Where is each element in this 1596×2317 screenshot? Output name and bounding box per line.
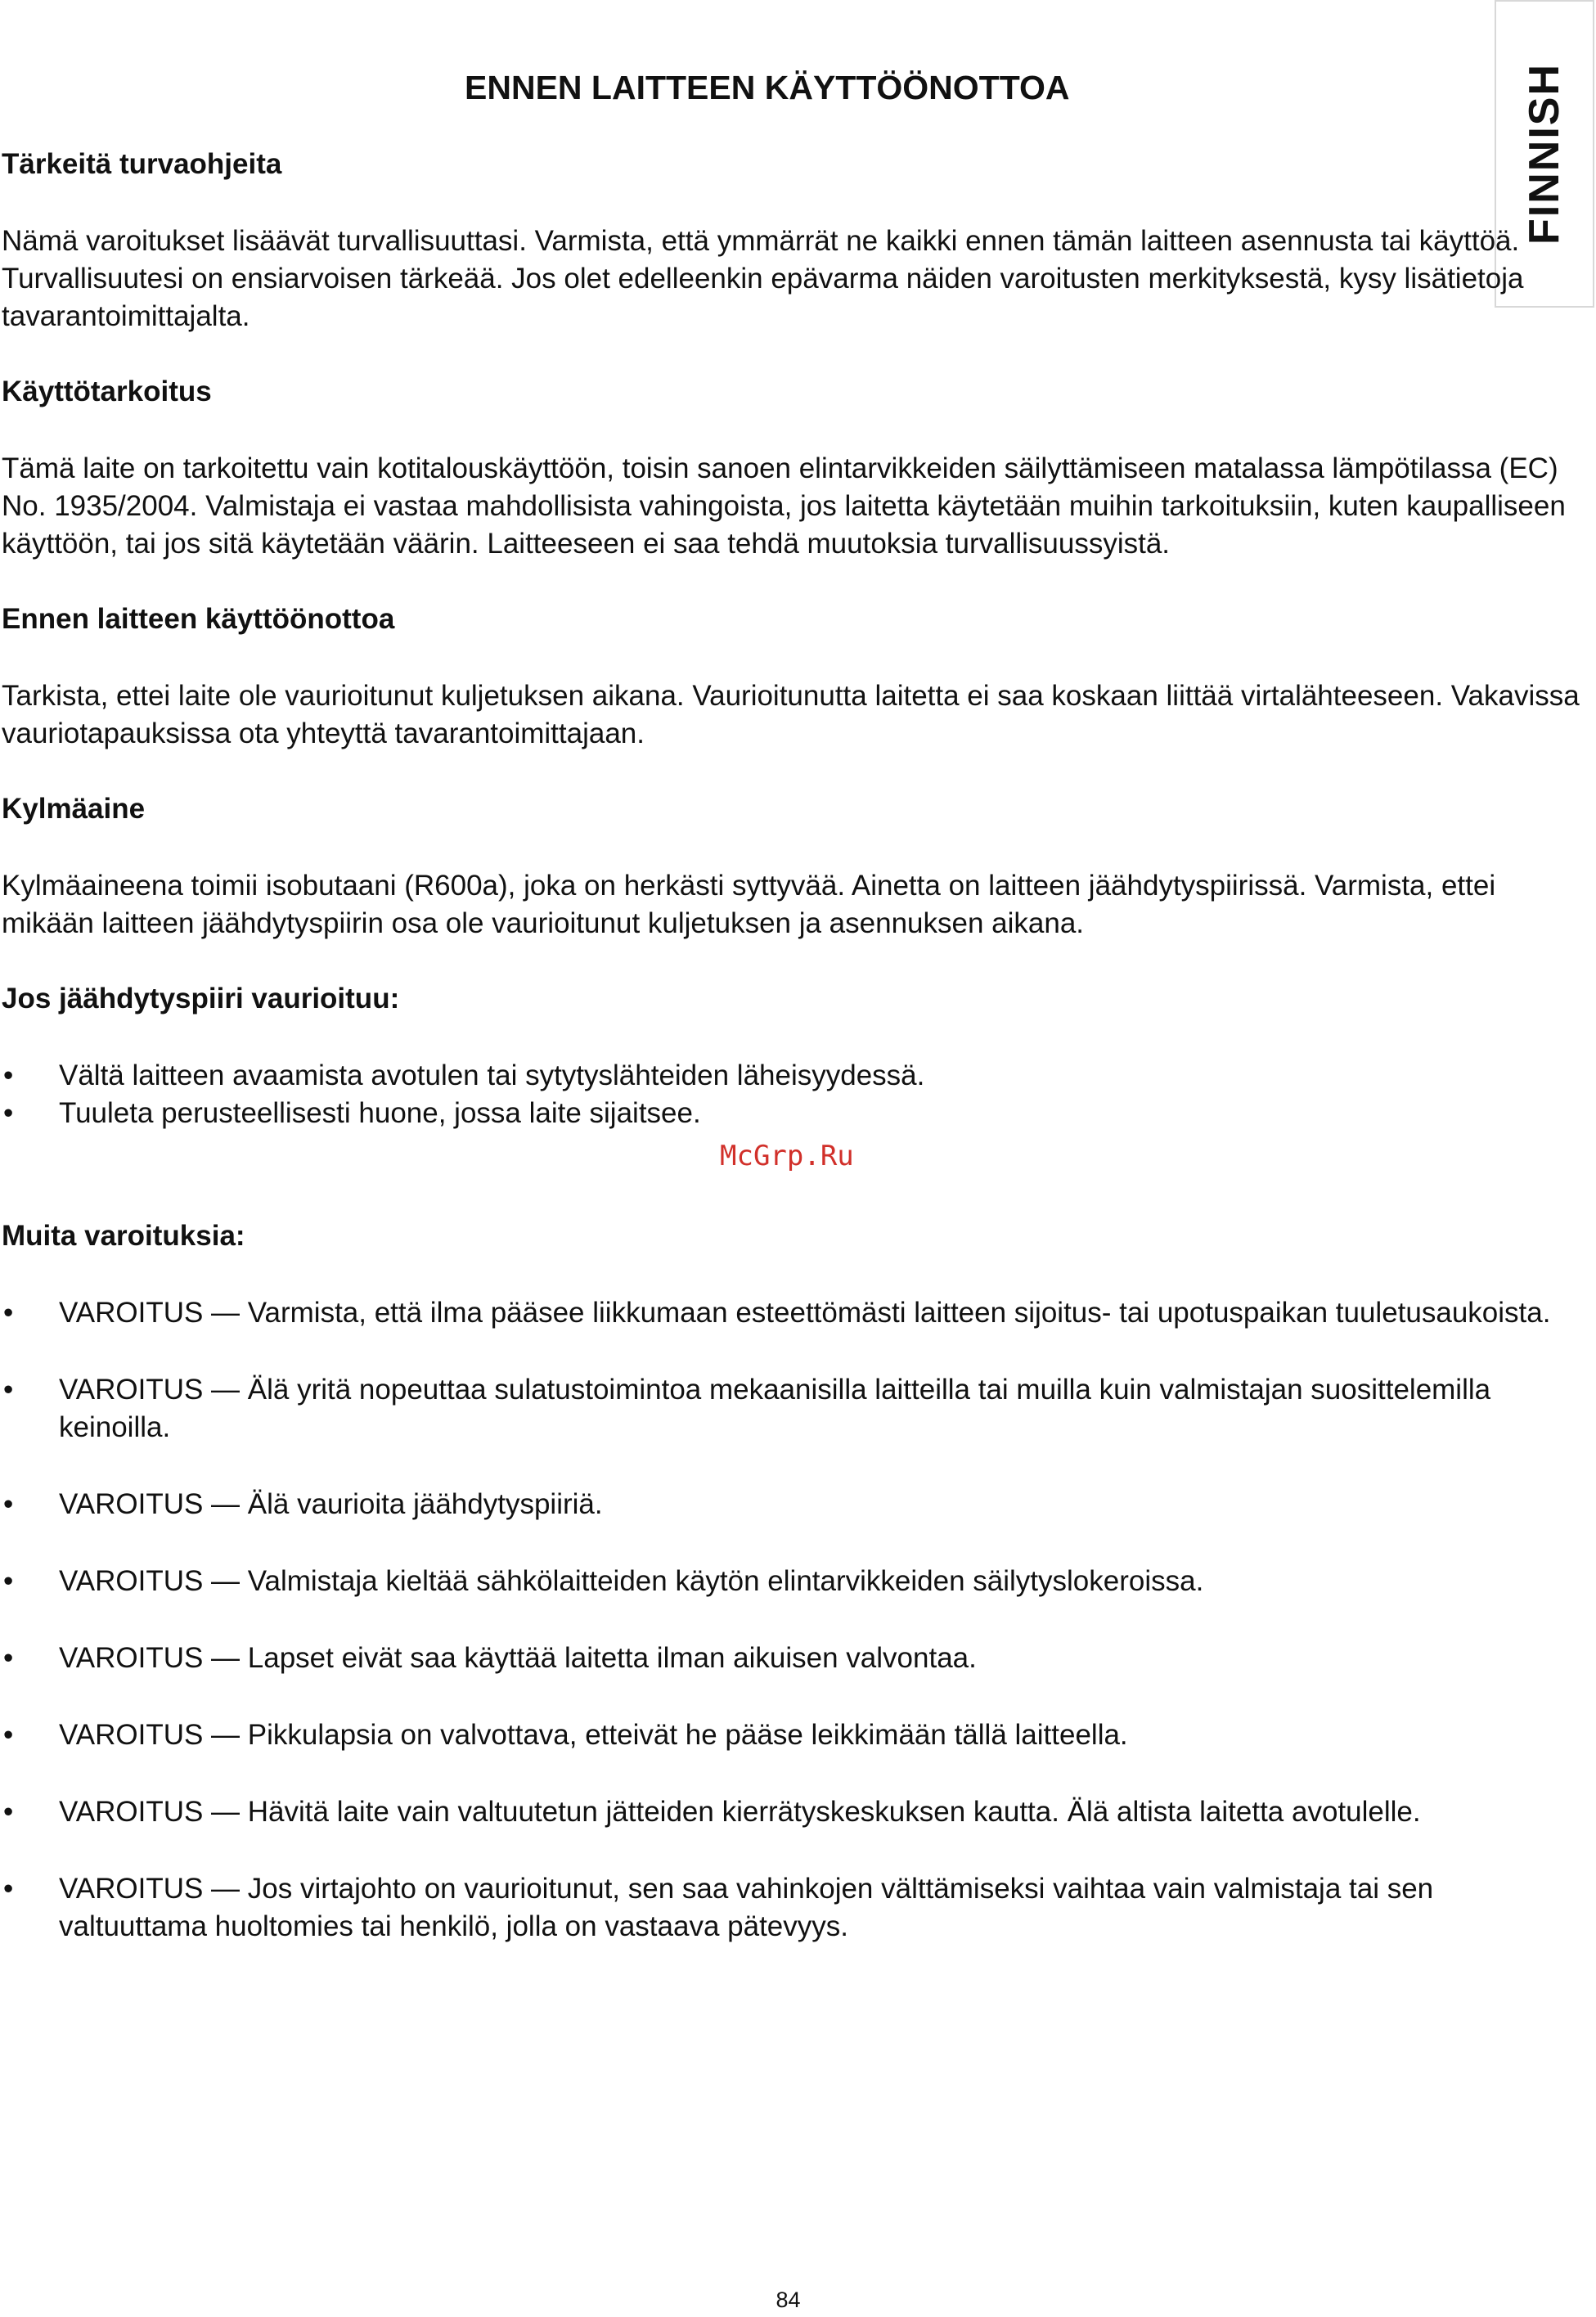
warnings-list	[2, 1294, 1580, 1946]
list-item: • VAROITUS — Älä vaurioita jäähdytyspiiriä.	[2, 1486, 1580, 1523]
section-heading-purpose: Käyttötarkoitus	[2, 376, 212, 407]
section-text-safety: Nämä varoitukset lisäävät turvallisuuttasi. Varmista, että ymmärrät ne kaikki ennen tämän laitteen asennusta tai käyttöä. Turvallisuutesi on ensiarvoisen tärkeää. Jos olet edelleenkin epävarma näiden varoitusten merkityksestä, kysy lisätietoja tavarantoimittajalta.	[2, 225, 1524, 332]
page-title: ENNEN LAITTEEN KÄYTTÖÖNOTTOA	[465, 69, 1070, 106]
section-text-refrigerant: Kylmäaineena toimii isobutaani (R600a), joka on herkästi syttyvää. Ainetta on laitteen jäähdytyspiirissä. Varmista, ettei mikään laitteen jäähdytyspiirin osa ole vaurioitunut kuljetuksen ja asennuksen aikana.	[2, 870, 1496, 939]
language-tab-label: FINNISH	[1521, 63, 1568, 245]
section-heading-before-use: Ennen laitteen käyttöönottoa	[2, 603, 395, 635]
list-item: • VAROITUS — Valmistaja kieltää sähkölaitteiden käytön elintarvikkeiden säilytyslokeroissa.	[2, 1563, 1580, 1600]
document-body	[2, 146, 1580, 1985]
list-item: • Tuuleta perusteellisesti huone, jossa laite sijaitsee.	[2, 1095, 1580, 1132]
list-item: • VAROITUS — Jos virtajohto on vaurioitunut, sen saa vahinkojen välttämiseksi vaihtaa vain valmistaja tai sen valtuuttama huoltomies tai henkilö, jolla on vastaava pätevyys.	[2, 1870, 1580, 1946]
section-heading-safety: Tärkeitä turvaohjeita	[2, 148, 282, 180]
section-heading-other-warnings: Muita varoituksia:	[2, 1220, 245, 1252]
circuit-damage-list	[2, 1057, 1580, 1132]
section-heading-circuit-damage: Jos jäähdytyspiiri vaurioituu:	[2, 983, 400, 1015]
section-text-purpose: Tämä laite on tarkoitettu vain kotitalouskäyttöön, toisin sanoen elintarvikkeiden säilyttämiseen matalassa lämpötilassa (EC) No. 1935/2004. Valmistaja ei vastaa mahdollisista vahingoista, jos laitetta käytetään muihin tarkoituksiin, kuten kaupalliseen käyttöön, tai jos sitä käytetään väärin. Laitteeseen ei saa tehdä muutoksia turvallisuussyistä.	[2, 452, 1566, 560]
list-item: • VAROITUS — Älä yritä nopeuttaa sulatustoimintoa mekaanisilla laitteilla tai muilla kuin valmistajan suosittelemilla keinoilla.	[2, 1371, 1580, 1446]
watermark: McGrp.Ru	[720, 1140, 854, 1172]
page-number: 84	[776, 2288, 801, 2312]
list-item: • VAROITUS — Hävitä laite vain valtuutetun jätteiden kierrätyskeskuksen kautta. Älä altista laitetta avotulelle.	[2, 1793, 1580, 1831]
section-heading-refrigerant: Kylmäaine	[2, 793, 146, 825]
list-item: • VAROITUS — Varmista, että ilma pääsee liikkumaan esteettömästi laitteen sijoitus- tai upotuspaikan tuuletusaukoista.	[2, 1294, 1580, 1332]
section-text-before-use: Tarkista, ettei laite ole vaurioitunut kuljetuksen aikana. Vaurioitunutta laitetta ei saa koskaan liittää virtalähteeseen. Vakavissa vauriotapauksissa ota yhteyttä tavarantoimittajaan.	[2, 680, 1580, 749]
list-item: • VAROITUS — Lapset eivät saa käyttää laitetta ilman aikuisen valvontaa.	[2, 1640, 1580, 1677]
list-item: • VAROITUS — Pikkulapsia on valvottava, etteivät he pääse leikkimään tällä laitteella.	[2, 1716, 1580, 1754]
list-item: • Vältä laitteen avaamista avotulen tai sytytyslähteiden läheisyydessä.	[2, 1057, 1580, 1095]
